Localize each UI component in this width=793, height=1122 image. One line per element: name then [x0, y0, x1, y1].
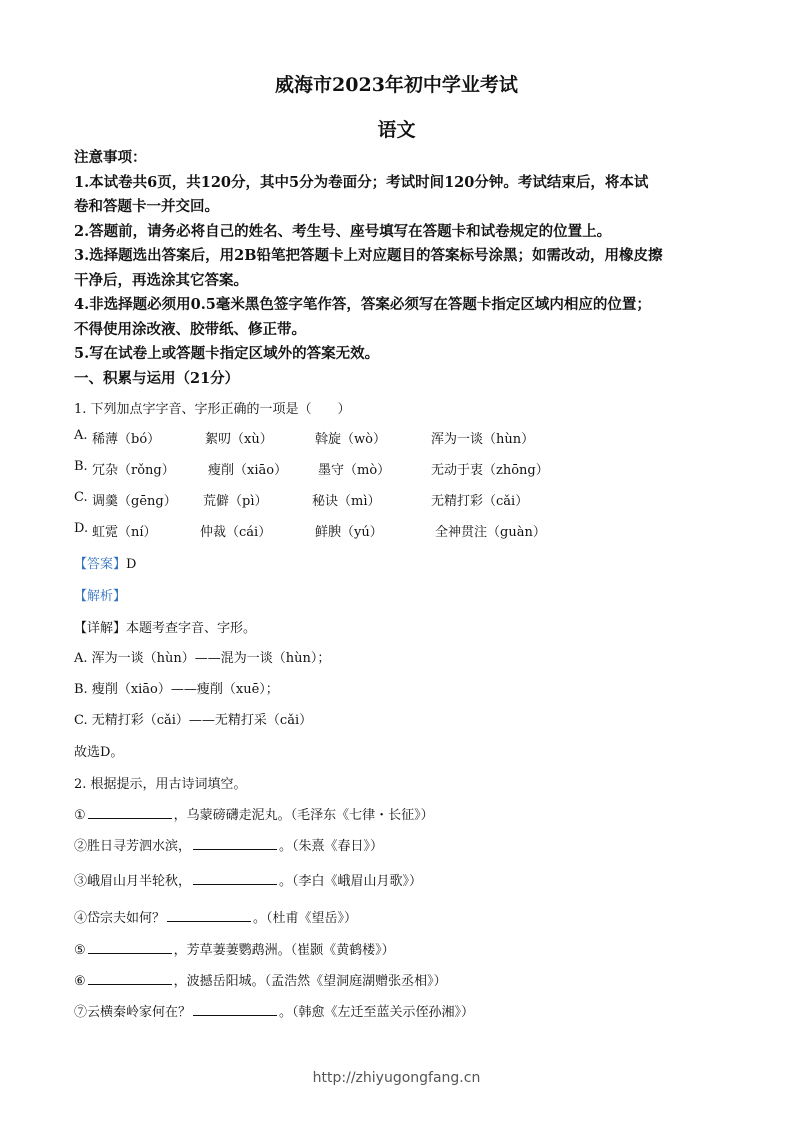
notes-block: [74, 146, 734, 391]
option-item: 无动于衷（zhōng）: [431, 463, 549, 478]
option-label: C.: [74, 490, 88, 505]
poem-post: ，波撼岳阳城。（孟浩然《望洞庭湖赠张丞相》）: [173, 974, 447, 989]
poem-item: [74, 1001, 474, 1020]
notes-line: 5.写在试卷上或答题卡指定区域外的答案无效。: [74, 345, 380, 362]
notes-heading: 注意事项：: [74, 149, 147, 166]
poem-item: [74, 939, 395, 958]
poem-post: 。（杜甫《望岳》）: [253, 911, 358, 926]
option-item: 稀薄（bó）: [92, 432, 161, 447]
option-label: D.: [74, 521, 89, 536]
poem-post: ，乌蒙磅礴走泥丸。（毛泽东《七律・长征》）: [173, 808, 434, 823]
option-label: B.: [74, 459, 88, 474]
option-item: 瘦削（xiāo）: [208, 463, 288, 478]
poem-pre: ④岱宗夫如何？: [74, 911, 166, 926]
notes-line: 2.答题前，请务必将自己的姓名、考生号、座号填写在答题卡和试卷规定的位置上。: [74, 222, 612, 240]
explanation-line: A. 浑为一谈（hùn）——混为一谈（hùn）；: [74, 651, 331, 666]
notes-line: 不得使用涂改液、胶带纸、修正带。: [74, 320, 306, 338]
option-item: 虹霓（ní）: [92, 525, 157, 540]
poem-pre: ①: [74, 808, 86, 823]
q1-option-d: [74, 521, 734, 541]
option-item: 无精打彩（cǎi）: [431, 494, 529, 509]
section-heading: 一、积累与运用（21分）: [74, 369, 240, 387]
footer-url[interactable]: http://zhiyugongfang.cn: [312, 1070, 481, 1086]
notes-line: 干净后，再选涂其它答案。: [74, 271, 248, 289]
poem-post: 。（韩愈《左迁至蓝关示侄孙湘》）: [279, 1005, 475, 1020]
answer-blank[interactable]: [193, 1003, 277, 1016]
subject-title: 语文: [377, 119, 416, 141]
answer-line: [74, 553, 136, 572]
q2-stem: 2. 根据提示，用古诗词填空。: [74, 777, 247, 792]
poem-item: [74, 907, 357, 926]
exam-title: 威海市2023年初中学业考试: [275, 74, 518, 96]
poem-item: [74, 870, 422, 889]
option-item: 斡旋（wò）: [315, 432, 386, 447]
option-item: 冗杂（rǒng）: [92, 463, 175, 478]
poem-pre: ②胜日寻芳泗水滨，: [74, 839, 192, 854]
poem-pre: ③峨眉山月半轮秋，: [74, 874, 192, 889]
answer-blank[interactable]: [88, 972, 172, 985]
poem-item: [74, 804, 434, 823]
explanation-line: B. 瘦削（xiāo）——瘦削（xuē）；: [74, 682, 279, 697]
q1-option-a: [74, 428, 734, 448]
poem-post: 。（朱熹《春日》）: [279, 839, 384, 854]
answer-blank[interactable]: [193, 837, 277, 850]
poem-pre: ⑤: [74, 943, 86, 958]
answer-blank[interactable]: [88, 941, 172, 954]
q1-option-b: [74, 459, 734, 479]
answer-blank[interactable]: [193, 872, 277, 885]
explanation-line: C. 无精打彩（cǎi）——无精打采（cǎi）: [74, 713, 313, 728]
answer-blank[interactable]: [88, 806, 172, 819]
notes-line: 4.非选择题必须用0.5毫米黑色签字笔作答，答案必须写在答题卡指定区域内相应的位置；: [74, 296, 651, 313]
option-item: 秘诀（mì）: [312, 494, 381, 509]
notes-line: 1.本试卷共6页，共120分，其中5分为卷面分；考试时间120分钟。考试结束后，将本试: [74, 173, 649, 191]
answer-value: D: [126, 557, 137, 572]
answer-blank[interactable]: [167, 909, 251, 922]
option-item: 墨守（mò）: [318, 463, 391, 478]
option-item: 鲜腴（yú）: [315, 525, 383, 540]
option-item: 浑为一谈（hùn）: [431, 432, 535, 447]
conclusion-line: 故选D。: [74, 745, 124, 760]
detail-line: 【详解】本题考查字音、字形。: [74, 621, 257, 636]
poem-pre: ⑦云横秦岭家何在？: [74, 1005, 192, 1020]
option-item: 调羹（gēng）: [92, 494, 177, 509]
notes-line: 卷和答题卡一并交回。: [74, 198, 219, 215]
analysis-tag: 【解析】: [74, 589, 127, 604]
q1-option-c: [74, 490, 734, 510]
option-item: 全神贯注（guàn）: [435, 525, 546, 540]
poem-post: 。（李白《峨眉山月歌》）: [279, 874, 423, 889]
option-item: 荒僻（pì）: [203, 494, 268, 509]
poem-post: ，芳草萋萋鹦鹉洲。（崔颢《黄鹤楼》）: [173, 943, 395, 958]
poem-item: [74, 835, 383, 854]
option-item: 仲裁（cái）: [200, 525, 272, 540]
poem-item: [74, 970, 447, 989]
option-label: A.: [74, 428, 88, 443]
notes-line: 3.选择题选出答案后，用2B铅笔把答题卡上对应题目的答案标号涂黑；如需改动，用橡皮擦: [74, 247, 663, 264]
poem-pre: ⑥: [74, 974, 86, 989]
q1-stem: 1. 下列加点字字音、字形正确的一项是（ ）: [74, 402, 351, 417]
answer-tag: 【答案】: [74, 557, 127, 572]
option-item: 絮叨（xù）: [205, 432, 273, 447]
